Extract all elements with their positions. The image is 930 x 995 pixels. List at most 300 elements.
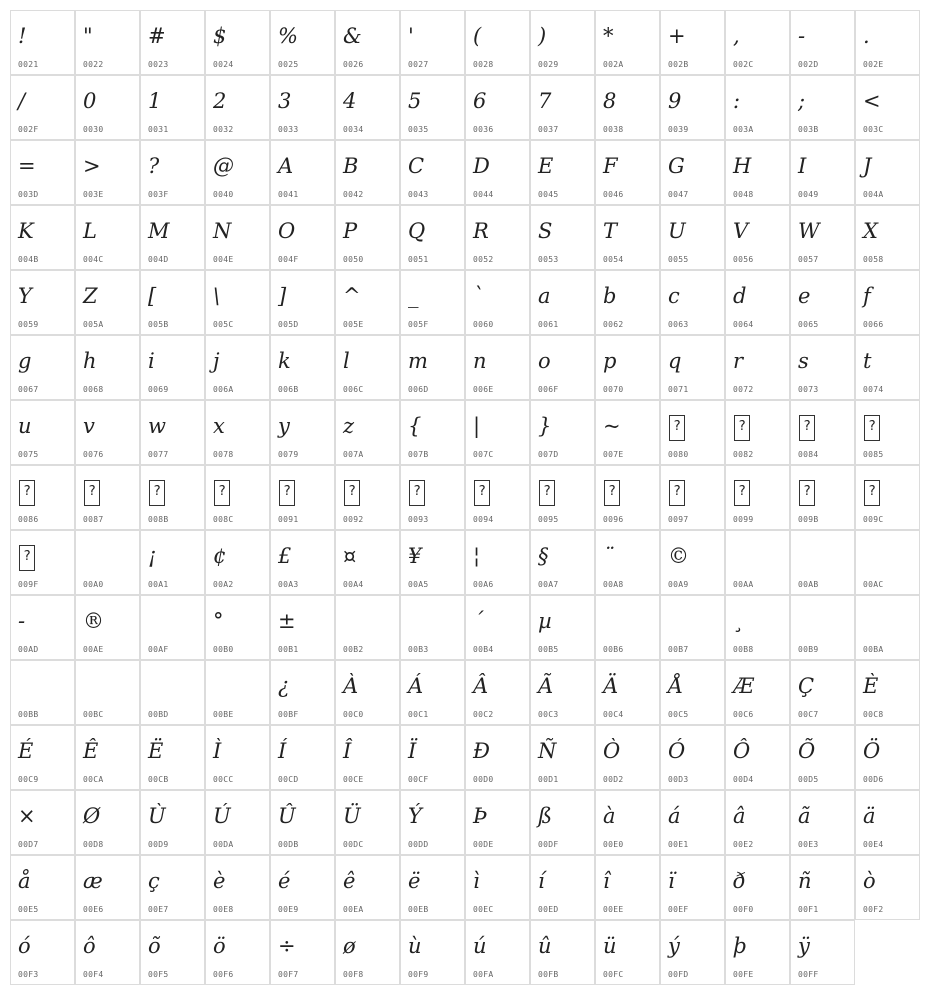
glyph-cell	[725, 855, 790, 920]
missing-glyph-box: ?	[864, 415, 880, 441]
glyph-char: f	[863, 284, 871, 308]
glyph-char: 9	[668, 89, 682, 113]
glyph-cell	[335, 725, 400, 790]
glyph-cell	[270, 595, 335, 660]
codepoint-label: 00BD	[148, 710, 169, 719]
codepoint-label: 0024	[213, 60, 234, 69]
glyph-cell	[140, 205, 205, 270]
codepoint-label: 0052	[473, 255, 494, 264]
glyph-cell	[400, 465, 465, 530]
glyph-cell	[400, 335, 465, 400]
glyph-char: õ	[148, 934, 161, 958]
missing-glyph-box: ?	[734, 415, 750, 441]
glyph-char: P	[343, 219, 358, 243]
missing-glyph-box: ?	[84, 480, 100, 506]
glyph-cell	[205, 10, 270, 75]
glyph-char: æ	[83, 869, 103, 893]
codepoint-label: 00ED	[538, 905, 559, 914]
glyph-char: ê	[343, 869, 356, 893]
codepoint-label: 00A0	[83, 580, 104, 589]
codepoint-label: 0062	[603, 320, 624, 329]
codepoint-label: 0043	[408, 190, 429, 199]
codepoint-label: 0022	[83, 60, 104, 69]
codepoint-label: 00B6	[603, 645, 624, 654]
codepoint-label: 00B3	[408, 645, 429, 654]
glyph-cell	[725, 790, 790, 855]
glyph-char: (	[473, 24, 482, 48]
codepoint-label: 006C	[343, 385, 364, 394]
codepoint-label: 003E	[83, 190, 104, 199]
glyph-cell	[10, 725, 75, 790]
codepoint-label: 00FC	[603, 970, 624, 979]
glyph-char: 6	[473, 89, 487, 113]
glyph-cell	[855, 75, 920, 140]
glyph-char: ÿ	[798, 934, 810, 958]
codepoint-label: 006D	[408, 385, 429, 394]
glyph-char: Ï	[408, 739, 417, 763]
glyph-char: ä	[863, 804, 876, 828]
glyph-cell	[75, 205, 140, 270]
codepoint-label: 00C6	[733, 710, 754, 719]
glyph-cell	[75, 400, 140, 465]
glyph-char: i	[148, 349, 155, 373]
glyph-cell	[790, 465, 855, 530]
missing-glyph-box: ?	[539, 480, 555, 506]
codepoint-label: 00B5	[538, 645, 559, 654]
codepoint-label: 00AC	[863, 580, 884, 589]
glyph-cell	[790, 140, 855, 205]
codepoint-label: 00A4	[343, 580, 364, 589]
glyph-cell	[595, 205, 660, 270]
glyph-cell	[10, 920, 75, 985]
codepoint-label: 00B8	[733, 645, 754, 654]
glyph-char: Ì	[213, 739, 222, 763]
codepoint-label: 0039	[668, 125, 689, 134]
glyph-cell	[660, 465, 725, 530]
codepoint-label: 005F	[408, 320, 429, 329]
codepoint-label: 00CA	[83, 775, 104, 784]
glyph-cell	[790, 75, 855, 140]
glyph-char: 2	[213, 89, 227, 113]
glyph-cell	[75, 595, 140, 660]
codepoint-label: 0029	[538, 60, 559, 69]
codepoint-label: 00A9	[668, 580, 689, 589]
codepoint-label: 00DC	[343, 840, 364, 849]
glyph-char: ¥	[408, 544, 422, 568]
codepoint-label: 007A	[343, 450, 364, 459]
glyph-cell	[790, 10, 855, 75]
glyph-cell	[660, 75, 725, 140]
codepoint-label: 005B	[148, 320, 169, 329]
codepoint-label: 0079	[278, 450, 299, 459]
codepoint-label: 006E	[473, 385, 494, 394]
glyph-cell	[855, 10, 920, 75]
codepoint-label: 00BC	[83, 710, 104, 719]
glyph-cell	[465, 335, 530, 400]
codepoint-label: 00FB	[538, 970, 559, 979]
codepoint-label: 0038	[603, 125, 624, 134]
codepoint-label: 0057	[798, 255, 819, 264]
glyph-cell	[725, 725, 790, 790]
glyph-cell	[10, 400, 75, 465]
glyph-cell	[270, 400, 335, 465]
glyph-cell	[205, 140, 270, 205]
codepoint-label: 004E	[213, 255, 234, 264]
glyph-char: v	[83, 414, 95, 438]
codepoint-label: 00A1	[148, 580, 169, 589]
codepoint-label: 002D	[798, 60, 819, 69]
missing-glyph-box: ?	[19, 480, 35, 506]
glyph-char: í	[538, 869, 545, 893]
codepoint-label: 00EC	[473, 905, 494, 914]
codepoint-label: 005A	[83, 320, 104, 329]
glyph-char: ì	[473, 869, 480, 893]
glyph-cell	[465, 855, 530, 920]
codepoint-label: 00AB	[798, 580, 819, 589]
glyph-char: ¸	[733, 609, 744, 633]
glyph-char: x	[213, 414, 225, 438]
glyph-cell	[855, 595, 920, 660]
glyph-char: a	[538, 284, 551, 308]
codepoint-label: 00BF	[278, 710, 299, 719]
glyph-cell	[10, 595, 75, 660]
glyph-char: ú	[473, 934, 487, 958]
missing-glyph-box: ?	[604, 480, 620, 506]
glyph-char: T	[603, 219, 618, 243]
glyph-char: Q	[408, 219, 426, 243]
glyph-char: <	[863, 89, 881, 113]
glyph-cell	[75, 270, 140, 335]
glyph-char: g	[18, 349, 32, 373]
glyph-char: ]	[278, 284, 287, 308]
glyph-char: ®	[83, 609, 104, 633]
codepoint-label: 004D	[148, 255, 169, 264]
codepoint-label: 005E	[343, 320, 364, 329]
glyph-cell	[660, 725, 725, 790]
glyph-char: )	[538, 24, 547, 48]
glyph-cell	[595, 595, 660, 660]
glyph-cell	[855, 725, 920, 790]
glyph-char: Ø	[83, 804, 101, 828]
glyph-cell	[140, 400, 205, 465]
glyph-cell	[530, 725, 595, 790]
glyph-char: L	[83, 219, 97, 243]
missing-glyph-box: ?	[409, 480, 425, 506]
missing-glyph-box: ?	[734, 480, 750, 506]
glyph-char: e	[798, 284, 811, 308]
glyph-cell	[75, 140, 140, 205]
codepoint-label: 00A5	[408, 580, 429, 589]
glyph-char: o	[538, 349, 551, 373]
codepoint-label: 00C5	[668, 710, 689, 719]
glyph-char: /	[18, 89, 26, 113]
codepoint-label: 00C3	[538, 710, 559, 719]
glyph-char: §	[538, 544, 549, 568]
glyph-cell	[335, 335, 400, 400]
glyph-char: X	[863, 219, 878, 243]
glyph-cell	[660, 335, 725, 400]
codepoint-label: 0041	[278, 190, 299, 199]
glyph-char: é	[278, 869, 291, 893]
glyph-cell	[530, 595, 595, 660]
missing-glyph-box: ?	[19, 545, 35, 571]
codepoint-label: 00F5	[148, 970, 169, 979]
codepoint-label: 0074	[863, 385, 884, 394]
glyph-char: O	[278, 219, 296, 243]
glyph-char: -	[798, 24, 806, 48]
codepoint-label: 00D5	[798, 775, 819, 784]
glyph-cell	[790, 335, 855, 400]
codepoint-label: 0091	[278, 515, 299, 524]
codepoint-label: 00BA	[863, 645, 884, 654]
glyph-char: "	[83, 24, 93, 48]
codepoint-label: 005D	[278, 320, 299, 329]
glyph-cell	[270, 335, 335, 400]
glyph-char: 7	[538, 89, 552, 113]
glyph-cell	[595, 140, 660, 205]
codepoint-label: 00EE	[603, 905, 624, 914]
glyph-char: t	[863, 349, 872, 373]
glyph-char: £	[278, 544, 292, 568]
glyph-char: 3	[278, 89, 292, 113]
codepoint-label: 00DA	[213, 840, 234, 849]
glyph-cell	[465, 270, 530, 335]
glyph-cell	[465, 205, 530, 270]
codepoint-label: 00A7	[538, 580, 559, 589]
glyph-cell	[335, 205, 400, 270]
glyph-cell	[205, 790, 270, 855]
glyph-cell	[75, 660, 140, 725]
missing-glyph-box: ?	[214, 480, 230, 506]
glyph-char: â	[733, 804, 746, 828]
codepoint-label: 0055	[668, 255, 689, 264]
missing-glyph-box: ?	[669, 480, 685, 506]
glyph-cell	[530, 855, 595, 920]
glyph-char: ý	[668, 934, 680, 958]
codepoint-label: 0099	[733, 515, 754, 524]
glyph-cell	[335, 140, 400, 205]
glyph-char: à	[603, 804, 616, 828]
codepoint-label: 00B9	[798, 645, 819, 654]
glyph-char: ü	[603, 934, 617, 958]
codepoint-label: 00B1	[278, 645, 299, 654]
codepoint-label: 0051	[408, 255, 429, 264]
glyph-char: 8	[603, 89, 617, 113]
codepoint-label: 0033	[278, 125, 299, 134]
codepoint-label: 004A	[863, 190, 884, 199]
glyph-char: °	[213, 609, 224, 633]
glyph-cell	[530, 465, 595, 530]
glyph-cell	[530, 530, 595, 595]
glyph-cell	[530, 400, 595, 465]
glyph-cell	[660, 400, 725, 465]
glyph-char: ß	[538, 804, 553, 828]
glyph-char: *	[603, 24, 614, 48]
glyph-char: Ó	[668, 739, 686, 763]
glyph-cell	[595, 855, 660, 920]
codepoint-label: 0068	[83, 385, 104, 394]
glyph-char: ´	[473, 609, 484, 633]
glyph-char: 0	[83, 89, 97, 113]
codepoint-label: 0044	[473, 190, 494, 199]
codepoint-label: 00D8	[83, 840, 104, 849]
glyph-char: &	[343, 24, 362, 48]
glyph-char: Ý	[408, 804, 422, 828]
glyph-cell	[595, 400, 660, 465]
codepoint-label: 00C1	[408, 710, 429, 719]
codepoint-label: 004F	[278, 255, 299, 264]
glyph-char: ï	[668, 869, 675, 893]
glyph-cell	[595, 335, 660, 400]
glyph-cell	[75, 790, 140, 855]
glyph-cell	[270, 790, 335, 855]
empty-cell	[855, 920, 920, 985]
glyph-char: `	[473, 284, 484, 308]
glyph-cell	[660, 790, 725, 855]
glyph-cell	[10, 205, 75, 270]
codepoint-label: 00B7	[668, 645, 689, 654]
codepoint-label: 00EB	[408, 905, 429, 914]
glyph-char: Ô	[733, 739, 751, 763]
codepoint-label: 00F1	[798, 905, 819, 914]
glyph-char: ô	[83, 934, 96, 958]
glyph-cell	[855, 530, 920, 595]
glyph-cell	[400, 205, 465, 270]
glyph-cell	[10, 140, 75, 205]
glyph-cell	[400, 725, 465, 790]
missing-glyph-box: ?	[799, 415, 815, 441]
codepoint-label: 003C	[863, 125, 884, 134]
glyph-char: #	[148, 24, 166, 48]
glyph-char: Ù	[148, 804, 166, 828]
glyph-cell	[465, 465, 530, 530]
glyph-char: Â	[473, 674, 489, 698]
codepoint-label: 00BE	[213, 710, 234, 719]
glyph-cell	[725, 595, 790, 660]
glyph-cell	[140, 465, 205, 530]
glyph-cell	[335, 75, 400, 140]
glyph-char: H	[733, 154, 752, 178]
codepoint-label: 00DE	[473, 840, 494, 849]
glyph-cell	[270, 10, 335, 75]
glyph-cell	[530, 270, 595, 335]
glyph-char: J	[863, 154, 872, 178]
codepoint-label: 0049	[798, 190, 819, 199]
glyph-char: ¿	[278, 674, 290, 698]
glyph-cell	[660, 270, 725, 335]
codepoint-label: 0056	[733, 255, 754, 264]
codepoint-label: 0086	[18, 515, 39, 524]
codepoint-label: 009C	[863, 515, 884, 524]
glyph-char: Ã	[538, 674, 554, 698]
codepoint-label: 00A2	[213, 580, 234, 589]
glyph-cell	[660, 920, 725, 985]
glyph-char: M	[148, 219, 170, 243]
codepoint-label: 00DF	[538, 840, 559, 849]
glyph-cell	[595, 790, 660, 855]
codepoint-label: 00E7	[148, 905, 169, 914]
glyph-cell	[10, 855, 75, 920]
glyph-char: ¡	[148, 544, 157, 568]
codepoint-label: 00D3	[668, 775, 689, 784]
glyph-char: ;	[798, 89, 806, 113]
glyph-char: Ò	[603, 739, 621, 763]
glyph-cell	[335, 530, 400, 595]
glyph-char: C	[408, 154, 425, 178]
codepoint-label: 0030	[83, 125, 104, 134]
glyph-char: }	[538, 414, 552, 438]
glyph-char: Ü	[343, 804, 361, 828]
glyph-cell	[400, 920, 465, 985]
glyph-cell	[205, 335, 270, 400]
glyph-grid	[10, 10, 920, 985]
glyph-cell	[10, 75, 75, 140]
glyph-cell	[660, 595, 725, 660]
codepoint-label: 0084	[798, 450, 819, 459]
codepoint-label: 00E3	[798, 840, 819, 849]
glyph-char: ±	[278, 609, 296, 633]
glyph-cell	[75, 465, 140, 530]
glyph-char: B	[343, 154, 359, 178]
glyph-cell	[140, 335, 205, 400]
glyph-cell	[75, 530, 140, 595]
codepoint-label: 00A6	[473, 580, 494, 589]
codepoint-label: 0026	[343, 60, 364, 69]
glyph-cell	[335, 920, 400, 985]
codepoint-label: 0085	[863, 450, 884, 459]
glyph-char: >	[83, 154, 101, 178]
codepoint-label: 0077	[148, 450, 169, 459]
codepoint-label: 00F6	[213, 970, 234, 979]
codepoint-label: 0028	[473, 60, 494, 69]
glyph-cell	[335, 790, 400, 855]
glyph-cell	[270, 140, 335, 205]
glyph-char: n	[473, 349, 487, 373]
codepoint-label: 007B	[408, 450, 429, 459]
codepoint-label: 0021	[18, 60, 39, 69]
glyph-char: À	[343, 674, 359, 698]
codepoint-label: 0047	[668, 190, 689, 199]
glyph-char: ø	[343, 934, 356, 958]
codepoint-label: 008C	[213, 515, 234, 524]
glyph-char: y	[278, 414, 290, 438]
glyph-cell	[400, 270, 465, 335]
codepoint-label: 00F0	[733, 905, 754, 914]
glyph-char: ×	[18, 804, 36, 828]
glyph-char: S	[538, 219, 553, 243]
codepoint-label: 0054	[603, 255, 624, 264]
glyph-cell	[595, 75, 660, 140]
glyph-char: :	[733, 89, 741, 113]
glyph-char: Ê	[83, 739, 99, 763]
glyph-cell	[855, 400, 920, 465]
glyph-cell	[335, 400, 400, 465]
glyph-char: ©	[668, 544, 689, 568]
glyph-cell	[205, 920, 270, 985]
codepoint-label: 0046	[603, 190, 624, 199]
missing-glyph-box: ?	[864, 480, 880, 506]
glyph-cell	[790, 660, 855, 725]
glyph-char: .	[863, 24, 870, 48]
codepoint-label: 0075	[18, 450, 39, 459]
codepoint-label: 00D7	[18, 840, 39, 849]
glyph-cell	[335, 855, 400, 920]
glyph-char: ç	[148, 869, 160, 893]
codepoint-label: 0053	[538, 255, 559, 264]
codepoint-label: 00D0	[473, 775, 494, 784]
codepoint-label: 002A	[603, 60, 624, 69]
glyph-cell	[270, 465, 335, 530]
